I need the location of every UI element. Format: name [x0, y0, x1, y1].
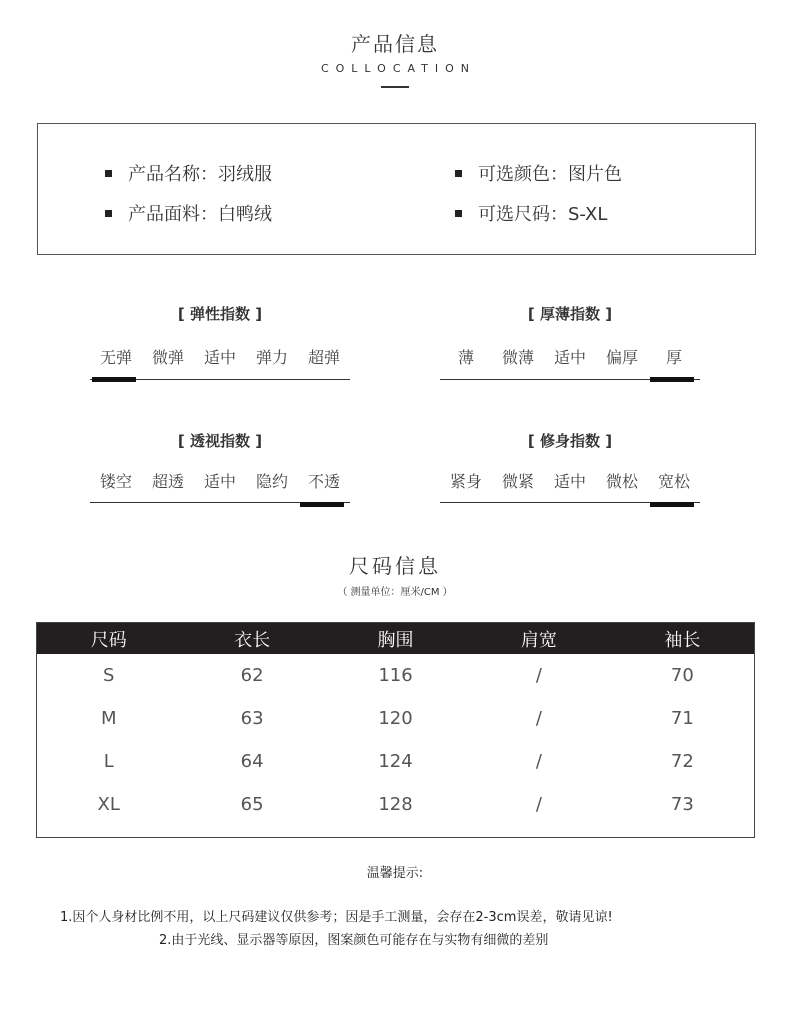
index-option: 微紧: [501, 472, 534, 491]
bullet-square-icon: [105, 210, 112, 217]
index-option: 宽松: [657, 472, 690, 491]
index-option: 厚: [665, 348, 682, 367]
index-option: 适中: [553, 348, 586, 367]
index-option: 适中: [203, 472, 236, 491]
tips-title: 温馨提示:: [366, 866, 424, 881]
index-option: 不透: [307, 472, 340, 491]
table-cell: 72: [670, 751, 694, 772]
index-options: [440, 469, 700, 492]
tip-line: 1.因个人身材比例不用，以上尺码建议仅供参考；因是手工测量，会存在2-3cm误差，敬请见谅!: [60, 910, 613, 925]
index-marker: [650, 502, 694, 507]
index-option: 隐约: [255, 472, 288, 491]
index-options: [440, 345, 700, 368]
table-cell: 124: [378, 751, 413, 772]
product-info-box: [37, 123, 756, 255]
table-cell: XL: [97, 794, 120, 815]
index-title: [ 透视指数 ]: [177, 432, 263, 450]
info-item-size: 可选尺码：S-XL: [455, 200, 607, 226]
table-cell: /: [535, 665, 542, 686]
table-cell: 64: [240, 751, 264, 772]
table-cell: L: [103, 751, 114, 772]
title-divider: [381, 86, 409, 88]
info-item-fabric: 产品面料：白鸭绒: [105, 200, 272, 226]
size-unit-note: （ 测量单位：厘米/CM ）: [337, 587, 453, 598]
info-item-name: 产品名称：羽绒服: [105, 160, 272, 186]
table-cell: 63: [240, 708, 264, 729]
table-cell: 116: [378, 665, 413, 686]
index-option: 无弹: [99, 348, 132, 367]
index-options: [90, 469, 350, 492]
index-option: 适中: [203, 348, 236, 367]
page-subtitle: COLLOCATION: [320, 62, 477, 75]
table-cell: 71: [670, 708, 694, 729]
table-cell: M: [100, 708, 117, 729]
table-cell: /: [535, 708, 542, 729]
table-cell: 73: [670, 794, 694, 815]
index-option: 超弹: [307, 348, 340, 367]
table-cell: 62: [240, 665, 264, 686]
index-option: 适中: [553, 472, 586, 491]
column-header: 尺码: [90, 629, 127, 651]
size-title: 尺码信息: [349, 554, 441, 578]
bullet-square-icon: [455, 210, 462, 217]
index-option: 微弹: [151, 348, 184, 367]
index-option: 镂空: [99, 472, 132, 491]
index-title: [ 弹性指数 ]: [177, 305, 263, 323]
index-marker: [92, 377, 136, 382]
table-row: [37, 654, 754, 697]
index-option: 微松: [605, 472, 638, 491]
table-cell: 120: [378, 708, 413, 729]
index-option: 薄: [457, 348, 474, 367]
tip-line: 2.由于光线、显示器等原因，图案颜色可能存在与实物有细微的差别: [159, 933, 549, 948]
table-row: [37, 697, 754, 740]
table-cell: S: [102, 665, 115, 686]
index-option: 偏厚: [605, 348, 638, 367]
table-row: [37, 783, 754, 826]
index-options: [90, 345, 350, 368]
index-marker: [300, 502, 344, 507]
table-cell: /: [535, 751, 542, 772]
column-header: 衣长: [234, 629, 271, 651]
table-cell: 70: [670, 665, 694, 686]
table-cell: /: [535, 794, 542, 815]
column-header: 胸围: [377, 629, 414, 651]
index-option: 超透: [151, 472, 184, 491]
page-title: 产品信息: [351, 32, 439, 56]
info-item-color: 可选颜色：图片色: [455, 160, 622, 186]
table-cell: 65: [240, 794, 264, 815]
index-option: 微薄: [501, 348, 534, 367]
bullet-square-icon: [455, 170, 462, 177]
table-row: [37, 740, 754, 783]
index-title: [ 修身指数 ]: [527, 432, 613, 450]
bullet-square-icon: [105, 170, 112, 177]
index-option: 弹力: [255, 348, 288, 367]
index-title: [ 厚薄指数 ]: [527, 305, 613, 323]
index-marker: [650, 377, 694, 382]
index-option: 紧身: [449, 472, 482, 491]
size-table: [36, 622, 755, 838]
table-cell: 128: [378, 794, 413, 815]
column-header: 肩宽: [520, 629, 557, 651]
table-header: [37, 623, 754, 654]
column-header: 袖长: [664, 629, 701, 651]
